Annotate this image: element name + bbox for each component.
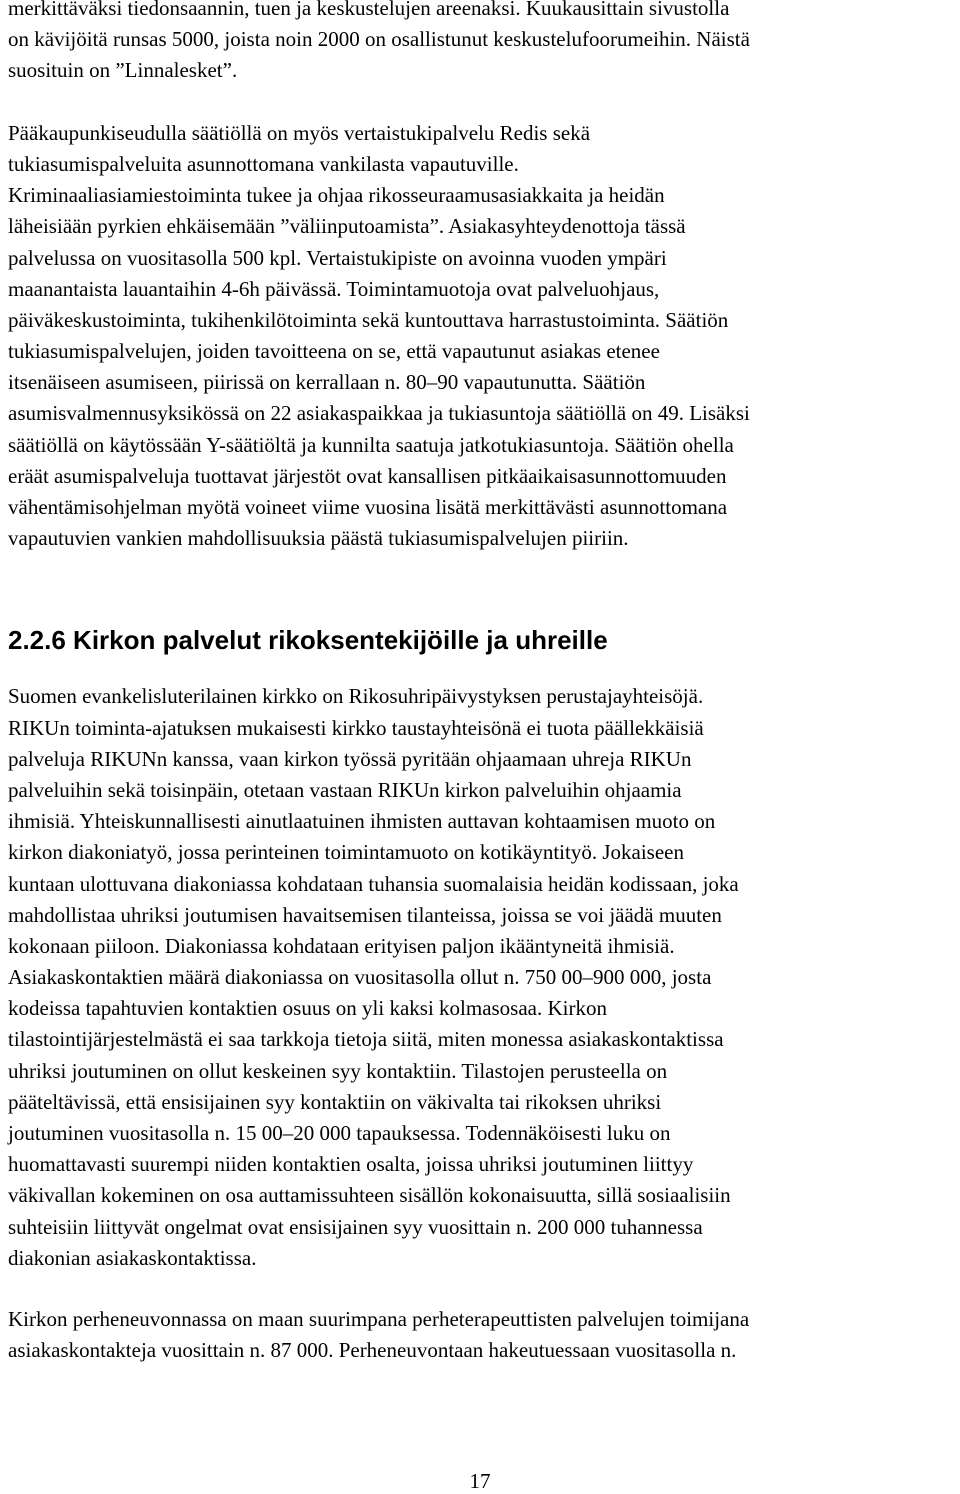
text-line: Kirkon perheneuvonnassa on maan suurimpana perheterapeuttisten palvelujen toimijana	[8, 1306, 750, 1331]
text-line: kodeissa tapahtuvien kontaktien osuus on yli kaksi kolmasosaa. Kirkon	[8, 996, 607, 1021]
text-line: on kävijöitä runsas 5000, joista noin 2000 on osallistunut keskustelufoorumeihin. Näistä	[8, 27, 750, 52]
text-line: itsenäiseen asumiseen, piirissä on kerrallaan n. 80–90 vapautunutta. Säätiön	[8, 370, 646, 395]
text-line: kokonaan piiloon. Diakoniassa kohdataan erityisen paljon ikääntyneitä ihmisiä.	[8, 933, 675, 958]
paragraph-pk-seutu	[8, 118, 956, 555]
section-heading: 2.2.6 Kirkon palvelut rikoksentekijöille ja uhreille	[8, 625, 608, 656]
text-line: mahdollistaa uhriksi joutumisen havaitsemisen tilanteissa, joissa se voi jäädä muuten	[8, 902, 722, 927]
text-line: diakonian asiakaskontaktissa.	[8, 1245, 257, 1270]
paragraph-perheneuvonta	[8, 1304, 956, 1366]
text-line: päiväkeskustoiminta, tukihenkilötoiminta sekä kuntouttava harrastustoiminta. Säätiön	[8, 307, 729, 332]
text-line: asumisvalmennusyksikössä on 22 asiakaspaikkaa ja tukiasuntoja säätiöllä on 49. Lisäksi	[8, 401, 750, 426]
text-line: palveluja RIKUNn kanssa, vaan kirkon työssä pyritään ohjaamaan uhreja RIKUn	[8, 746, 692, 771]
text-line: läheisiään pyrkien ehkäisemään ”väliinputoamista”. Asiakasyhteydenottoja tässä	[8, 214, 686, 239]
text-line: huomattavasti suurempi niiden kontaktien osalta, joissa uhriksi joutuminen liittyy	[8, 1152, 694, 1177]
text-line: joutuminen vuositasolla n. 15 00–20 000 tapauksessa. Todennäköisesti luku on	[8, 1121, 671, 1145]
text-line: vähentämisohjelman myötä voineet viime vuosina lisätä merkittävästi asunnottomana	[8, 495, 728, 519]
text-line: maanantaista lauantaihin 4-6h päivässä. Toimintamuotoja ovat palveluohjaus,	[8, 276, 660, 301]
text-line: säätiöllä on käytössään Y-säätiöltä ja kunnilta saatuja jatkotukiasuntoja. Säätiön ohella	[8, 432, 734, 457]
text-line: eräät asumispalveluja tuottavat järjestöt ovat kansallisen pitkäaikaisasunnottomuuden	[8, 463, 727, 488]
text-line: suhteisiin liittyvät ongelmat ovat ensisijainen syy vuosittain n. 200 000 tuhannessa	[8, 1214, 703, 1239]
paragraph-kirkko	[8, 681, 956, 1274]
text-line: RIKUn toiminta-ajatuksen mukaisesti kirkko taustayhteisönä ei tuota päällekkäisiä	[8, 715, 704, 740]
text-line: Asiakaskontaktien määrä diakoniassa on vuositasolla ollut n. 750 00–900 000, josta	[8, 965, 712, 990]
text-line: Kriminaaliasiamiestoiminta tukee ja ohjaa rikosseuraamusasiakkaita ja heidän	[8, 183, 665, 208]
text-line: merkittäväksi tiedonsaannin, tuen ja keskustelujen areenaksi. Kuukausittain sivustolla	[8, 0, 730, 20]
text-line: tukiasumispalveluita asunnottomana vankilasta vapautuville.	[8, 151, 519, 176]
text-line: pääteltävissä, että ensisijainen syy kontaktiin on väkivalta tai rikoksen uhriksi	[8, 1089, 662, 1114]
document-page	[8, 0, 956, 1366]
text-line: ihmisiä. Yhteiskunnallisesti ainutlaatuinen ihmisten auttavan kohtaamisen muoto on	[8, 809, 716, 834]
paragraph-asunnottomat	[8, 0, 956, 87]
text-line: asiakaskontakteja vuosittain n. 87 000. Perheneuvontaan hakeutuessaan vuositasolla n.	[8, 1338, 737, 1363]
text-line: Suomen evankelisluterilainen kirkko on Rikosuhripäivystyksen perustajayhteisöjä.	[8, 684, 704, 709]
text-line: uhriksi joutuminen on ollut keskeinen syy kontaktiin. Tilastojen perusteella on	[8, 1058, 668, 1083]
text-line: tilastointijärjestelmästä ei saa tarkkoja tietoja siitä, miten monessa asiakaskontaktissa	[8, 1027, 724, 1052]
text-line: Pääkaupunkiseudulla säätiöllä on myös vertaistukipalvelu Redis sekä	[8, 120, 591, 145]
text-line: tukiasumispalvelujen, joiden tavoitteena on se, että vapautunut asiakas etenee	[8, 339, 660, 364]
text-line: palveluihin sekä toisinpäin, otetaan vastaan RIKUn kirkon palveluihin ohjaamia	[8, 777, 682, 802]
text-line: vapautuvien vankien mahdollisuuksia päästä tukiasumispalvelujen piiriin.	[8, 526, 629, 551]
text-line: suosituin on ”Linnalesket”.	[8, 58, 238, 83]
text-line: väkivallan kokeminen on osa auttamissuhteen sisällön kokonaisuutta, sillä sosiaalisiin	[8, 1183, 731, 1208]
page-number: 17	[469, 1469, 491, 1493]
text-line: palvelussa on vuositasolla 500 kpl. Vertaistukipiste on avoinna vuoden ympäri	[8, 245, 667, 270]
text-line: kuntaan ulottuvana diakoniassa kohdataan tuhansia suomalaisia heidän kodissaan, joka	[8, 871, 739, 896]
text-line: kirkon diakoniatyö, jossa perinteinen toimintamuoto on kotikäyntityö. Jokaiseen	[8, 840, 684, 865]
